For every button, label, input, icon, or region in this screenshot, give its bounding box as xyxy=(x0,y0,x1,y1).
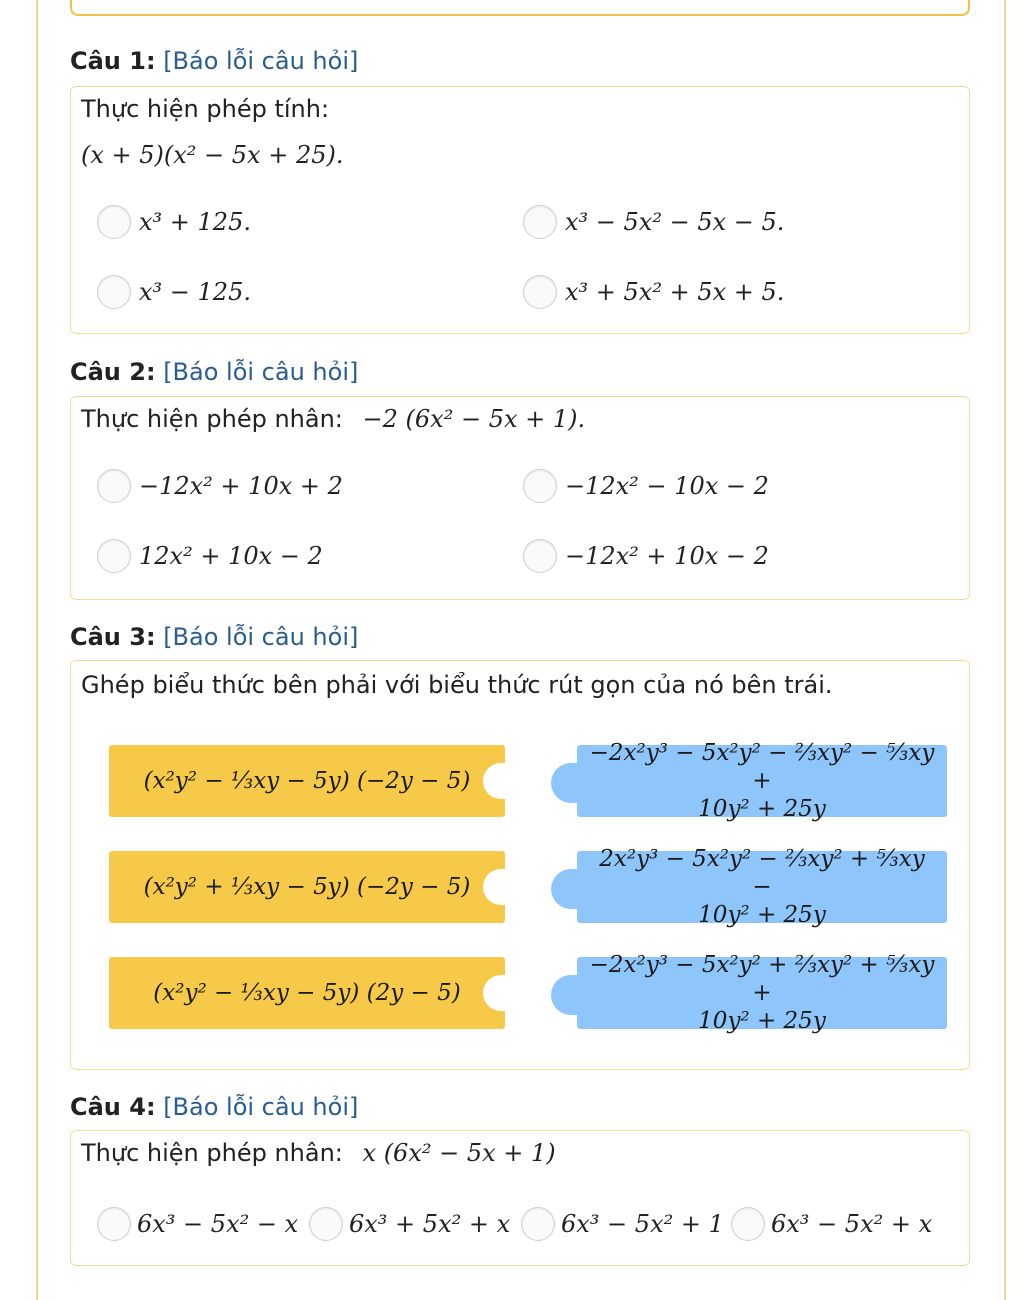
question-1-box xyxy=(70,86,970,334)
piece-text: (x²y² − ⅓xy − 5y) (2y − 5) xyxy=(153,980,461,1006)
report-link[interactable]: [Báo lỗi câu hỏi] xyxy=(163,358,359,386)
option-c[interactable] xyxy=(97,539,323,573)
question-4-header xyxy=(70,1092,358,1122)
left-piece-3[interactable] xyxy=(109,957,505,1029)
option-c[interactable] xyxy=(97,275,251,309)
radio-button[interactable] xyxy=(97,1207,131,1241)
piece-text-line2: 10y² + 25y xyxy=(698,1008,826,1034)
prompt-text: Thực hiện phép nhân: xyxy=(81,1139,343,1167)
question-4-box xyxy=(70,1130,970,1266)
piece-text: (x²y² + ⅓xy − 5y) (−2y − 5) xyxy=(143,874,471,900)
question-number: Câu 2: xyxy=(70,358,156,386)
question-2-box xyxy=(70,396,970,600)
piece-tab xyxy=(551,869,577,909)
piece-tab xyxy=(551,975,577,1015)
option-label: 12x² + 10x − 2 xyxy=(139,542,323,570)
question-number: Câu 4: xyxy=(70,1093,156,1121)
right-piece-2[interactable] xyxy=(577,846,947,928)
option-label: 6x³ − 5x² − x xyxy=(137,1210,299,1238)
question-expression: (x + 5)(x² − 5x + 25). xyxy=(81,141,344,169)
piece-text-line1: 2x²y³ − 5x²y² − ⅔xy² + ⁵⁄₃xy − xyxy=(599,846,925,900)
piece-text-line2: 10y² + 25y xyxy=(698,902,826,928)
option-label: x³ + 5x² + 5x + 5. xyxy=(565,278,785,306)
option-c[interactable] xyxy=(521,1207,724,1241)
radio-button[interactable] xyxy=(731,1207,765,1241)
option-label: x³ − 5x² − 5x − 5. xyxy=(565,208,785,236)
option-d[interactable] xyxy=(523,539,769,573)
question-prompt: Thực hiện phép tính: xyxy=(81,95,330,123)
radio-button[interactable] xyxy=(309,1207,343,1241)
report-link[interactable]: [Báo lỗi câu hỏi] xyxy=(163,623,359,651)
option-b[interactable] xyxy=(523,205,784,239)
question-prompt xyxy=(81,1139,556,1167)
question-3-box xyxy=(70,660,970,1070)
option-label: x³ + 125. xyxy=(139,208,251,236)
report-link[interactable]: [Báo lỗi câu hỏi] xyxy=(163,1093,359,1121)
radio-button[interactable] xyxy=(521,1207,555,1241)
piece-text-line1: −2x²y³ − 5x²y² − ⅔xy² − ⁵⁄₃xy + xyxy=(589,740,935,794)
radio-button[interactable] xyxy=(97,205,131,239)
question-1-header xyxy=(70,46,358,76)
radio-button[interactable] xyxy=(97,539,131,573)
option-b[interactable] xyxy=(523,469,769,503)
option-label: 6x³ + 5x² + x xyxy=(349,1210,511,1238)
radio-button[interactable] xyxy=(523,539,557,573)
question-2-header xyxy=(70,357,358,387)
radio-button[interactable] xyxy=(97,275,131,309)
option-label: 6x³ − 5x² + x xyxy=(771,1210,933,1238)
prompt-text: Thực hiện phép nhân: xyxy=(81,405,343,433)
piece-text: (x²y² − ⅓xy − 5y) (−2y − 5) xyxy=(143,768,471,794)
right-piece-3[interactable] xyxy=(577,952,947,1034)
question-prompt: Ghép biểu thức bên phải với biểu thức rút gọn của nó bên trái. xyxy=(81,671,833,699)
question-number: Câu 3: xyxy=(70,623,156,651)
question-number: Câu 1: xyxy=(70,47,156,75)
option-b[interactable] xyxy=(309,1207,510,1241)
radio-button[interactable] xyxy=(523,469,557,503)
option-a[interactable] xyxy=(97,469,343,503)
right-piece-1[interactable] xyxy=(577,740,947,822)
report-link[interactable]: [Báo lỗi câu hỏi] xyxy=(163,47,359,75)
left-piece-2[interactable] xyxy=(109,851,505,923)
option-label: −12x² + 10x − 2 xyxy=(565,542,769,570)
radio-button[interactable] xyxy=(523,275,557,309)
radio-button[interactable] xyxy=(97,469,131,503)
question-expression: x (6x² − 5x + 1) xyxy=(362,1139,556,1167)
previous-box xyxy=(70,0,970,16)
option-d[interactable] xyxy=(731,1207,932,1241)
option-a[interactable] xyxy=(97,1207,298,1241)
option-label: −12x² − 10x − 2 xyxy=(565,472,769,500)
question-3-header xyxy=(70,622,358,652)
question-expression: −2 (6x² − 5x + 1). xyxy=(362,405,586,433)
option-d[interactable] xyxy=(523,275,784,309)
piece-text-line2: 10y² + 25y xyxy=(698,796,826,822)
option-label: 6x³ − 5x² + 1 xyxy=(561,1210,724,1238)
piece-tab xyxy=(551,763,577,803)
question-prompt xyxy=(81,405,585,433)
radio-button[interactable] xyxy=(523,205,557,239)
left-piece-1[interactable] xyxy=(109,745,505,817)
option-a[interactable] xyxy=(97,205,251,239)
piece-text-line1: −2x²y³ − 5x²y² + ⅔xy² + ⁵⁄₃xy + xyxy=(589,952,935,1006)
option-label: x³ − 125. xyxy=(139,278,251,306)
option-label: −12x² + 10x + 2 xyxy=(139,472,343,500)
